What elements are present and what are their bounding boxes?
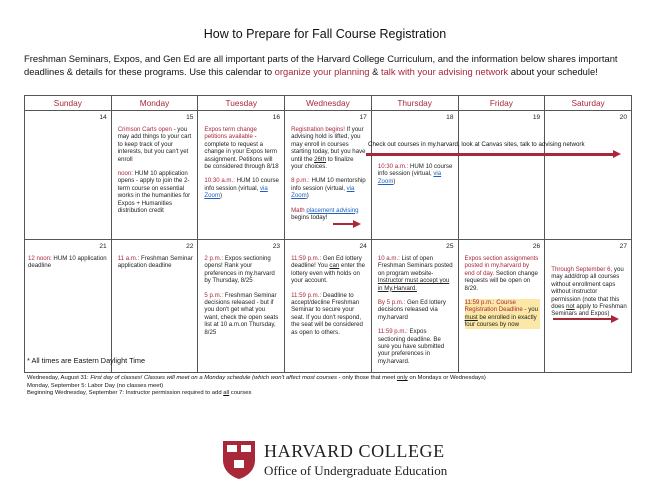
date-number: 25 <box>446 243 454 250</box>
zoom-link[interactable]: via Zoom <box>291 184 355 200</box>
intro-paragraph: Freshman Seminars, Expos, and Gen Ed are all important parts of the Harvard College Curriculum, and the information below shares important deadlines & details for these programs. Use this calendar to organize your planning & talk with your advising network about your schedule! <box>24 53 618 77</box>
event: 10 a.m.: List of open Freshman Seminars posted on program website- Instructor must accept you in My.Harvard. <box>377 255 453 292</box>
harvard-logo <box>222 440 462 484</box>
span-arrow-head <box>613 150 621 158</box>
date-number: 19 <box>532 114 541 121</box>
logo-line-1: HARVARD COLLEGE <box>264 441 445 461</box>
placement-advising-link[interactable]: placement advising <box>306 206 359 214</box>
event: 2 p.m.: Expos sectioning opens! Rank your preferences in my.harvard by Thursday, 8/25 <box>204 255 275 285</box>
day-cell-18 <box>371 111 458 240</box>
day-cell-17 <box>285 111 372 240</box>
event: 8 p.m.: HUM 10 mentorship info session (virtual, via Zoom) <box>291 177 366 200</box>
day-cell-25 <box>371 240 458 373</box>
date-number: 26 <box>532 243 541 250</box>
footer-line-2: Monday, September 5: Labor Day (no classes meet) <box>27 382 164 389</box>
event: 10:30 a.m.: HUM 10 course info session (virtual, via Zoom) <box>204 177 279 200</box>
day-header-thursday: Thursday <box>371 96 458 111</box>
date-number: 16 <box>272 114 281 121</box>
day-header-wednesday: Wednesday <box>285 96 372 111</box>
date-number: 22 <box>186 243 194 250</box>
day-cell-24 <box>285 240 372 373</box>
date-number: 27 <box>619 243 627 250</box>
day-cell-27 <box>545 240 632 373</box>
intro-highlight-2: talk with your advising network <box>380 65 509 77</box>
date-number: 21 <box>99 243 107 250</box>
day-header-friday: Friday <box>458 96 545 111</box>
event: 10:30 a.m.: HUM 10 course info session (virtual, via Zoom) <box>377 163 453 185</box>
day-cell-21 <box>25 240 112 373</box>
event: Expos term change petitions available - complete to request a change in your Expos term assignment. Petitions will be considered through 8/18 <box>204 126 279 171</box>
week-row-2 <box>25 240 632 373</box>
date-number: 24 <box>359 243 367 250</box>
event: Registration begins! If your advising hold is lifted, you may enroll in courses starting today, but you have until the 26th to finalize your choices. <box>291 126 366 171</box>
shield-icon <box>222 440 256 480</box>
event: 11 a.m.: Freshman Seminar application deadline <box>117 255 193 270</box>
day-cell-23 <box>198 240 285 373</box>
footer-line-3: Beginning Wednesday, September 7: Instructor permission required to add all courses <box>27 390 252 397</box>
event: By 5 p.m.: Gen Ed lottery decisions released via my.harvard <box>377 299 446 321</box>
zoom-link[interactable]: via Zoom <box>377 170 442 185</box>
event: Through September 6, you may add/drop all courses without enrollment caps without instructor permission (note that this does not apply to Freshman Seminars and Expos) <box>551 266 627 318</box>
event: Crimson Carts open - you may add things to your cart to keep track of your interests, but you can't yet enroll <box>117 126 192 163</box>
event: 11:59 p.m.: Expos sectioning deadline. Be sure you have submitted your preferences in my.harvard. <box>377 328 445 365</box>
sat-arrow-head <box>611 315 619 323</box>
date-number: 20 <box>619 114 627 121</box>
week-row-1 <box>25 111 632 240</box>
small-arrow <box>333 223 355 225</box>
event: Expos section assignments posted in my.harvard by end of day. Section change requests will be open on 8/29. <box>464 255 539 292</box>
date-number: 18 <box>446 114 454 121</box>
day-header-saturday: Saturday <box>545 96 632 111</box>
event: Math placement advising begins today! <box>291 206 359 222</box>
calendar-table <box>24 95 632 373</box>
day-header-tuesday: Tuesday <box>198 96 285 111</box>
span-event-text: Check out courses in my.harvard, look at Canvas sites, talk to advising network <box>368 141 585 148</box>
logo-line-2: Office of Undergraduate Education <box>264 463 448 478</box>
intro-highlight-1: organize your planning <box>274 65 370 77</box>
timezone-footnote: * All times are Eastern Daylight Time <box>27 356 146 365</box>
day-header-monday: Monday <box>111 96 198 111</box>
page-title: How to Prepare for Fall Course Registration <box>203 27 447 41</box>
date-number: 14 <box>99 114 107 121</box>
date-number: 17 <box>359 114 367 121</box>
day-header-row <box>25 96 632 111</box>
span-arrow-line <box>366 153 616 156</box>
footer-notes <box>27 375 486 398</box>
sat-arrow <box>553 318 613 320</box>
day-cell-19 <box>458 111 545 240</box>
event: 12 noon: HUM 10 application deadline <box>28 255 107 270</box>
day-cell-15 <box>111 111 198 240</box>
day-cell-16 <box>198 111 285 240</box>
day-cell-26 <box>458 240 545 373</box>
event: 5 p.m.: Freshman Seminar decisions released - but if you don't get what you want, check the open seats list at 10 a.m.on Thursday, 8/25 <box>204 291 279 336</box>
date-number: 23 <box>272 243 281 250</box>
day-cell-22 <box>111 240 198 373</box>
date-number: 15 <box>186 114 194 121</box>
day-cell-20 <box>545 111 632 240</box>
footer-line-1: Wednesday, August 31: First day of classes! Classes will meet on a Monday schedule (which won't affect most courses - only those that meet only on Mondays or Wednesdays) <box>27 375 486 381</box>
small-arrow-head <box>353 220 361 228</box>
day-cell-14 <box>25 111 112 240</box>
event: noon: HUM 10 application opens - apply to join the 2-term course on essential works in the humanities for Expos + Humanities distribution credit <box>117 170 191 215</box>
event: 11:59 p.m.: Deadline to accept/decline Freshman Seminar to secure your seat. If you don't respond, the seat will be considered as open to others. <box>291 291 363 336</box>
event: 11:59 p.m.: Gen Ed lottery deadline! You can enter the lottery even with holds on your account. <box>291 255 365 285</box>
event-highlighted: 11:59 p.m.: Course Registration Deadline - you must be enrolled in exactly four courses by now <box>465 299 541 329</box>
zoom-link[interactable]: via Zoom <box>204 184 268 200</box>
day-header-sunday: Sunday <box>25 96 112 111</box>
